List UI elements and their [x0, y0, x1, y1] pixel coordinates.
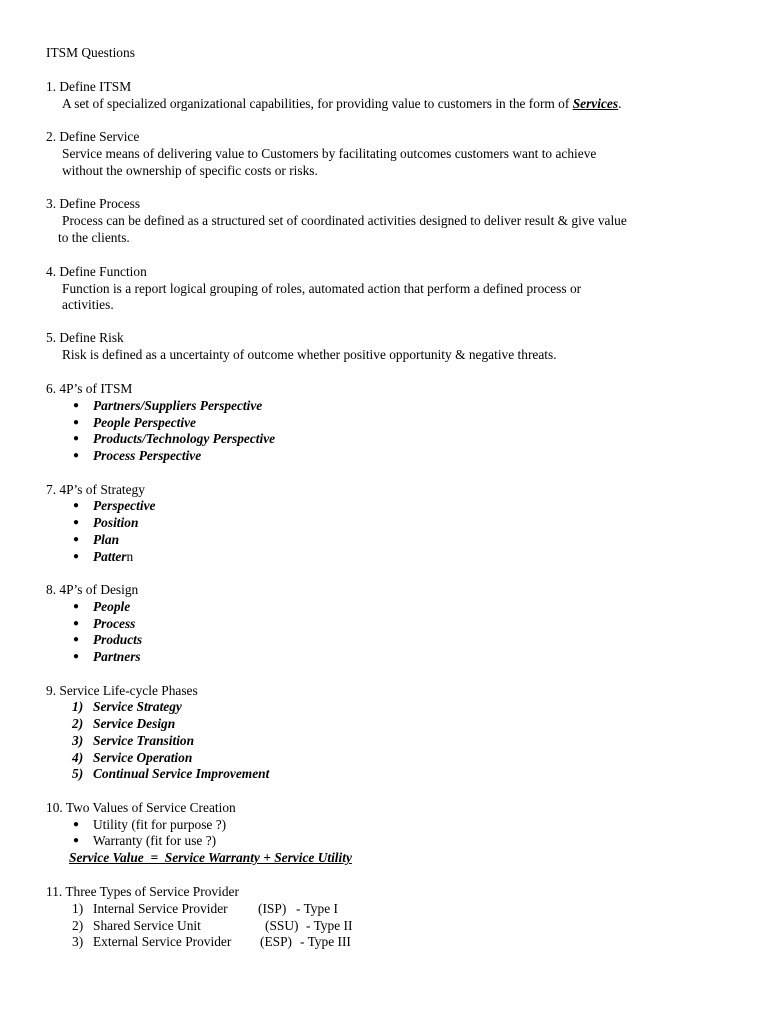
list-item: Utility (fit for purpose ?)	[93, 817, 227, 832]
list-number: 1)	[72, 901, 84, 916]
list-number: 4)	[72, 750, 84, 765]
list-item: Partners/Suppliers Perspective	[93, 398, 263, 413]
list-number: 1)	[72, 699, 84, 714]
list-item: Service Operation	[93, 750, 193, 765]
answer-3-line-1: Process can be defined as a structured set of coordinated activities designed to deliver result & give value	[62, 213, 627, 228]
question-10: 10. Two Values of Service Creation	[46, 800, 236, 815]
answer-4-line-2: activities.	[62, 297, 114, 312]
question-1: 1. Define ITSM	[46, 79, 132, 94]
question-3: 3. Define Process	[46, 196, 141, 211]
question-4: 4. Define Function	[46, 264, 147, 279]
question-6: 6. 4P’s of ITSM	[46, 381, 133, 396]
list-item: Service Design	[93, 716, 176, 731]
question-8: 8. 4P’s of Design	[46, 582, 139, 597]
bullet-icon: ●	[73, 551, 80, 562]
answer-5: Risk is defined as a uncertainty of outcome whether positive opportunity & negative threats.	[62, 347, 557, 362]
list-item: Products/Technology Perspective	[93, 431, 276, 446]
list-number: 2)	[72, 716, 84, 731]
provider-abbr: (ESP)	[260, 934, 292, 949]
list-item: Service Strategy	[93, 699, 182, 714]
bullet-icon: ●	[73, 450, 80, 461]
bullet-icon: ●	[73, 634, 80, 645]
answer-3-line-2: to the clients.	[58, 230, 130, 245]
list-number: 5)	[72, 766, 84, 781]
provider-type: - Type III	[300, 934, 351, 949]
bullet-icon: ●	[73, 601, 80, 612]
list-item: Position	[93, 515, 139, 530]
bullet-icon: ●	[73, 417, 80, 428]
provider-abbr: (SSU)	[265, 918, 299, 933]
list-item: Warranty (fit for use ?)	[93, 833, 217, 848]
list-item-rest: n	[126, 549, 134, 564]
bullet-icon: ●	[73, 500, 80, 511]
bullet-icon: ●	[73, 517, 80, 528]
list-item	[93, 548, 133, 565]
provider-name: External Service Provider	[93, 934, 232, 949]
bullet-icon: ●	[73, 400, 80, 411]
list-number: 2)	[72, 918, 84, 933]
bullet-icon: ●	[73, 618, 80, 629]
bullet-icon: ●	[73, 651, 80, 662]
provider-name: Shared Service Unit	[93, 918, 201, 933]
list-item: People Perspective	[93, 415, 196, 430]
question-2: 2. Define Service	[46, 129, 140, 144]
provider-type: - Type II	[306, 918, 353, 933]
provider-name: Internal Service Provider	[93, 901, 228, 916]
list-item: Products	[93, 632, 143, 647]
question-11: 11. Three Types of Service Provider	[46, 884, 239, 899]
answer-4-line-1: Function is a report logical grouping of roles, automated action that perform a defined process or	[62, 281, 582, 296]
answer-1	[62, 95, 621, 112]
list-item: Continual Service Improvement	[93, 766, 270, 781]
list-item-emphasis: Patter	[93, 549, 127, 564]
answer-2-line-1: Service means of delivering value to Customers by facilitating outcomes customers want to achieve	[62, 146, 597, 161]
list-item: Partners	[93, 649, 141, 664]
page-title: ITSM Questions	[46, 45, 135, 60]
list-item: Process Perspective	[93, 448, 202, 463]
provider-abbr: (ISP)	[258, 901, 287, 916]
list-item: Process	[93, 616, 136, 631]
bullet-icon: ●	[73, 534, 80, 545]
answer-1-emphasis: Services	[572, 96, 619, 111]
list-item: People	[93, 599, 131, 614]
question-9: 9. Service Life-cycle Phases	[46, 683, 198, 698]
bullet-icon: ●	[73, 433, 80, 444]
answer-2-line-2: without the ownership of specific costs or risks.	[62, 163, 318, 178]
question-7: 7. 4P’s of Strategy	[46, 482, 145, 497]
bullet-icon: ●	[73, 819, 80, 830]
answer-1-text: A set of specialized organizational capabilities, for providing value to customers in the form of	[62, 96, 573, 111]
list-item: Plan	[93, 532, 120, 547]
list-number: 3)	[72, 934, 84, 949]
bullet-icon: ●	[73, 835, 80, 846]
provider-type: - Type I	[296, 901, 338, 916]
answer-1-period: .	[618, 96, 622, 111]
list-item: Perspective	[93, 498, 156, 513]
list-number: 3)	[72, 733, 84, 748]
service-value-formula: Service Value = Service Warranty + Service Utility	[69, 850, 352, 865]
list-item: Service Transition	[93, 733, 195, 748]
question-5: 5. Define Risk	[46, 330, 124, 345]
